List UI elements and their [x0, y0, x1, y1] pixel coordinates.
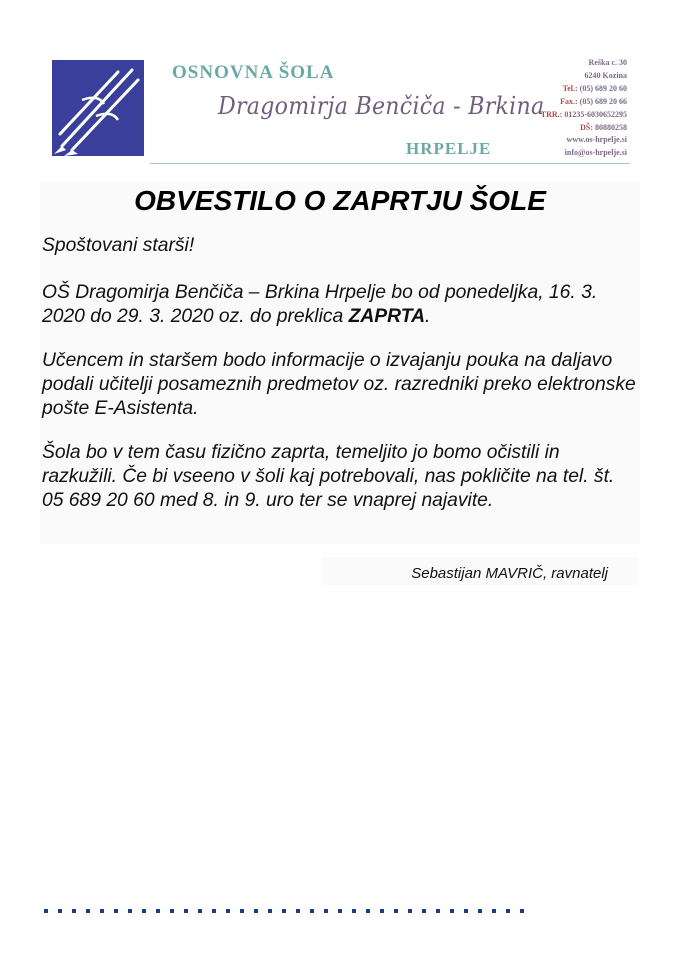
school-name-line3: HRPELJE — [406, 139, 492, 158]
contact-line: Reška c. 30 — [588, 58, 627, 67]
school-name-line1: OSNOVNA ŠOLA — [172, 62, 335, 83]
contact-line: 6240 Kozina — [584, 70, 627, 80]
school-logo-pencils-icon — [52, 60, 144, 156]
closed-emphasis: ZAPRTA — [348, 306, 426, 327]
header-divider — [150, 163, 630, 164]
contact-line: Tel.: (05) 689 20 60 — [562, 83, 627, 93]
signature: Sebastijan MAVRIČ, ravnatelj — [411, 565, 608, 582]
contact-line: Fax.: (05) 689 20 66 — [560, 96, 627, 106]
contact-line: TRR.: 01235-6030652295 — [540, 109, 627, 119]
contact-line: info@os-hrpelje.si — [564, 148, 627, 158]
contact-line: DŠ: 80880258 — [580, 122, 627, 132]
decorative-dot-row — [44, 909, 564, 917]
contact-block — [541, 57, 627, 160]
contact-paragraph: Šola bo v tem času fizično zaprta, temeljito jo bomo očistili in razkužili. Če bi vseeno v šoli kaj potrebovali, nas pokličite na tel. št. 05 689 20 60 med 8. in 9. uro ter se vnaprej najavite. — [42, 442, 615, 511]
closure-paragraph: OŠ Dragomirja Benčiča – Brkina Hrpelje bo od ponedeljka, 16. 3. 2020 do 29. 3. 2020 oz. do preklica ZAPRTA. — [42, 282, 598, 327]
letterhead — [0, 0, 679, 175]
notice-title: OBVESTILO O ZAPRTJU ŠOLE — [134, 185, 546, 216]
remote-learning-paragraph: Učencem in staršem bodo informacije o izvajanju pouka na daljavo podali učitelji posameznih predmetov oz. razredniki preko elektronske pošte E-Asistenta. — [42, 350, 636, 419]
contact-line: www.os-hrpelje.si — [566, 135, 627, 145]
greeting: Spoštovani starši! — [42, 235, 195, 256]
school-name-line2: Dragomirja Benčiča - Brkina — [218, 92, 545, 120]
